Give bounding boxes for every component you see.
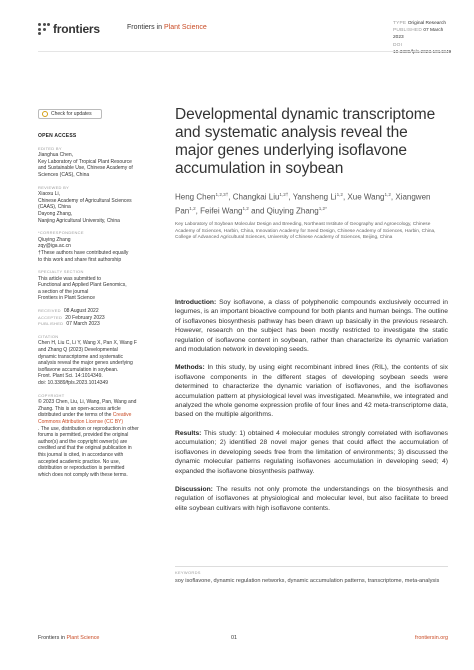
results-label: Results: xyxy=(175,429,202,437)
reviewed-by-line: Nanjing Agricultural University, China xyxy=(38,217,120,224)
journal-prefix: Frontiers in xyxy=(127,24,164,31)
correspondence-section xyxy=(38,230,148,263)
introduction-text: Soy isoflavone, a class of polyphenolic compounds exclusively occurred in legumes, is an important bioactive compound for both plants and human beings. The outline of isoflavones biosynthesis pathway has been drawn up basically in the previous research. However, research on the subject has been mostly restricted to investigate the static regulation of isoflavone content in soybean, rather than characterize its dynamic variation and modulation network in developing seeds. xyxy=(175,299,448,354)
reviewed-by-line: Dayong Zhang, xyxy=(38,210,73,217)
author-sup: 1,2 xyxy=(189,205,196,211)
author-list: Heng Chen$^{1,2,3\dagger}$, Changkai Liu$^{1,2\dagger}$, Yansheng Li$^{1,2}$, Xue Wang$^{1,2}$, Xiangwen Pan$^{1,2}$, Feifei Wang$^{1,2}$ and Qiuying Zhang$^{1,2*}$ xyxy=(175,192,431,216)
citation-line: dynamic transcriptome and systematic xyxy=(38,353,124,360)
journal-name[interactable] xyxy=(127,24,207,31)
type-label: TYPE xyxy=(393,21,407,26)
accepted-value: 20 February 2023 xyxy=(65,314,105,321)
published-date-value: 07 March 2023 xyxy=(66,321,100,328)
footer-site-link[interactable]: frontiersin.org xyxy=(415,635,448,641)
logo-text: frontiers xyxy=(53,22,100,36)
abstract-methods xyxy=(175,363,448,419)
specialty-line: Functional and Applied Plant Genomics, xyxy=(38,282,127,289)
discussion-label: Discussion: xyxy=(175,485,213,493)
copyright-line: © 2023 Chen, Liu, Li, Wang, Pan, Wang and xyxy=(38,399,137,406)
accepted-label: ACCEPTED xyxy=(38,314,63,320)
author-sup: 1,2,3† xyxy=(215,192,229,197)
edited-by-section xyxy=(38,146,148,179)
doi-value[interactable]: 10.3389/fpls.2023.1014349 xyxy=(393,49,452,55)
correspondence-name: Qiuying Zhang xyxy=(38,236,71,243)
correspondence-email[interactable]: zqy@iga.ac.cn xyxy=(38,243,71,250)
abstract xyxy=(175,298,448,522)
reviewed-by-line: Xiaoxu Li, xyxy=(38,191,60,198)
received-value: 08 August 2022 xyxy=(63,308,99,315)
copyright-line: this journal is cited, in accordance with xyxy=(38,451,124,458)
abstract-introduction xyxy=(175,298,448,354)
author-name[interactable]: Qiuying Zhang xyxy=(266,206,319,216)
header-divider xyxy=(38,51,448,52)
published-label: PUBLISHED xyxy=(393,28,422,34)
citation-label: CITATION xyxy=(38,333,59,339)
edited-by-line: and Sustainable Use, Chinese Academy of xyxy=(38,165,133,172)
frontiers-logo[interactable] xyxy=(38,22,100,36)
copyright-section xyxy=(38,393,148,479)
edited-by-line: Key Laboratory of Tropical Plant Resource xyxy=(38,158,132,165)
abstract-results xyxy=(175,429,448,476)
author-name[interactable]: Yansheng Li xyxy=(292,192,337,202)
copyright-line: credited and that the original publication in xyxy=(38,445,132,452)
open-access-label: OPEN ACCESS xyxy=(38,133,77,139)
frontiers-logo-icon xyxy=(38,23,50,35)
footer-journal-accent: Plant Science xyxy=(66,635,100,641)
affiliations: Key Laboratory of Soybean Molecular Design and Breeding, Northeast Institute of Geography and Agroecology, Chinese Academy of Sciences, Harbin, China, Innovation Academy for Seed Design, Chinese Academy of Sciences, Harbin, China, College of Advanced Agricultural Sciences, University of Chinese Academy of Sciences, Beijing, China xyxy=(175,222,436,240)
update-icon xyxy=(42,111,48,117)
doi-label: DOI xyxy=(393,42,403,48)
specialty-line: Frontiers in Plant Science xyxy=(38,295,95,302)
keywords: soy isoflavone, dynamic regulation networks, dynamic accumulation patterns, transcriptome, meta-analysis xyxy=(175,578,440,584)
copyright-line: author(s) and the copyright owner(s) are xyxy=(38,438,128,445)
equal-contribution-note: to this work and share first authorship xyxy=(38,256,122,263)
published-date xyxy=(38,321,148,328)
type-value: Original Research xyxy=(407,21,447,26)
page-number: 01 xyxy=(231,635,237,641)
reviewed-by-label: REVIEWED BY xyxy=(38,184,70,190)
methods-label: Methods: xyxy=(175,364,205,372)
edited-by-line: Jianghua Chen, xyxy=(38,152,74,159)
copyright-line: accepted academic practice. No use, xyxy=(38,458,120,465)
author-sup: 1,2 xyxy=(384,192,391,197)
license-link[interactable]: Creative xyxy=(112,412,132,419)
page-header xyxy=(38,20,452,55)
author-name[interactable]: Xue Wang xyxy=(347,192,385,202)
footer-journal[interactable] xyxy=(38,635,99,641)
author-sup: 1,2† xyxy=(279,192,289,197)
specialty-line: This article was submitted to xyxy=(38,275,102,282)
citation-line: and Zhang Q (2023) Developmental xyxy=(38,347,118,354)
reviewed-by-line: (CAAS), China xyxy=(38,204,71,211)
keywords-label: KEYWORDS xyxy=(175,570,201,575)
received-label: RECEIVED xyxy=(38,308,61,314)
published-value: 07 March 2023 xyxy=(393,28,444,41)
citation-line: analysis reveal the major genes underlying xyxy=(38,360,133,367)
citation-line: Front. Plant Sci. 14:1014349. xyxy=(38,373,103,380)
copyright-line: . The use, distribution or reproduction in other xyxy=(38,425,139,432)
introduction-label: Introduction: xyxy=(175,299,217,306)
received-date xyxy=(38,308,148,315)
abstract-discussion xyxy=(175,485,448,513)
author-name[interactable]: Heng Chen xyxy=(175,192,216,202)
specialty-label: SPECIALTY SECTION xyxy=(38,269,84,275)
published-date-label: PUBLISHED xyxy=(38,321,64,327)
citation-line: doi: 10.3389/fpls.2023.1014349 xyxy=(38,380,109,386)
specialty-line: a section of the journal xyxy=(38,288,89,295)
author-name[interactable]: Feifei Wang xyxy=(200,206,243,216)
reviewed-by-section xyxy=(38,185,148,225)
author-name[interactable]: Xiangwen Pan xyxy=(175,192,431,216)
author-name[interactable]: Changkai Liu xyxy=(232,192,280,202)
article-sidebar xyxy=(38,133,148,484)
check-for-updates-button[interactable] xyxy=(38,109,102,119)
article-title: Developmental dynamic transcriptome and systematic analysis reveal the major genes underlying isoflavone accumulation in soybean xyxy=(175,106,436,177)
copyright-line: Zhang. This is an open-access article xyxy=(38,405,121,412)
discussion-text: The results not only promote the understandings on the biosynthesis and regulation of isoflavones at physiological and molecular level, but also facilitate to breed elite soybean cultivars with high isoflavone contents. xyxy=(175,485,448,512)
citation-line: isoflavone accumulation in soybean. xyxy=(38,366,119,373)
journal-accent: Plant Science xyxy=(163,24,207,31)
results-text: This study: 1) obtained 4 molecular modules strongly correlated with isoflavones accumulation; 2) identified 28 novel major genes that could affect the accumulation of isoflavones in developing seeds free from the limitation of environments; 3) discussed the dynamic molecular patterns regulating isoflavones accumulation in developing seed; 4) expanded the isoflavone biosynthesis pathway. xyxy=(175,429,448,475)
citation-section xyxy=(38,334,148,387)
methods-text: In this study, by using eight recombinant inbred lines (RIL), the contents of six isoflavone components in the different stages of developing soybean seeds were determined to characterize the dynamic variation of isoflavones, and the isoflavones accumulation pattern at physiological level was investigated. Meanwhile, we integrated and analyzed the whole genome expression profile of four lines and 42 meta-transcriptome data, based on the multiple algorithms. xyxy=(175,364,448,419)
copyright-line: forums is permitted, provided the original xyxy=(38,432,129,439)
footer-journal-prefix: Frontiers in xyxy=(38,635,67,641)
copyright-text: distributed under the terms of the xyxy=(38,412,113,419)
copyright-label: COPYRIGHT xyxy=(38,392,65,398)
accepted-date xyxy=(38,315,148,322)
copyright-line xyxy=(38,419,148,426)
license-link[interactable]: Commons Attribution License (CC BY) xyxy=(38,418,124,425)
author-sup: 1,2 xyxy=(336,192,343,197)
author-sup: 1,2 xyxy=(242,205,249,211)
check-for-updates-label: Check for updates xyxy=(51,111,92,117)
edited-by-label: EDITED BY xyxy=(38,145,62,151)
dates-section xyxy=(38,308,148,328)
citation-line: Chen H, Liu C, Li Y, Wang X, Pan X, Wang F xyxy=(38,340,137,347)
copyright-line xyxy=(38,412,148,419)
reviewed-by-line: Chinese Academy of Agricultural Sciences xyxy=(38,197,132,204)
author-sup: 1,2* xyxy=(318,205,327,211)
edited-by-line: Sciences (CAS), China xyxy=(38,171,90,178)
article-heading xyxy=(175,106,448,241)
keywords-divider xyxy=(175,566,448,567)
copyright-line: distribution or reproduction is permitted xyxy=(38,465,125,472)
specialty-section xyxy=(38,269,148,302)
equal-contribution-note: †These authors have contributed equally xyxy=(38,249,129,256)
correspondence-label: *CORRESPONDENCE xyxy=(38,230,84,236)
copyright-line: which does not comply with these terms. xyxy=(38,471,128,478)
